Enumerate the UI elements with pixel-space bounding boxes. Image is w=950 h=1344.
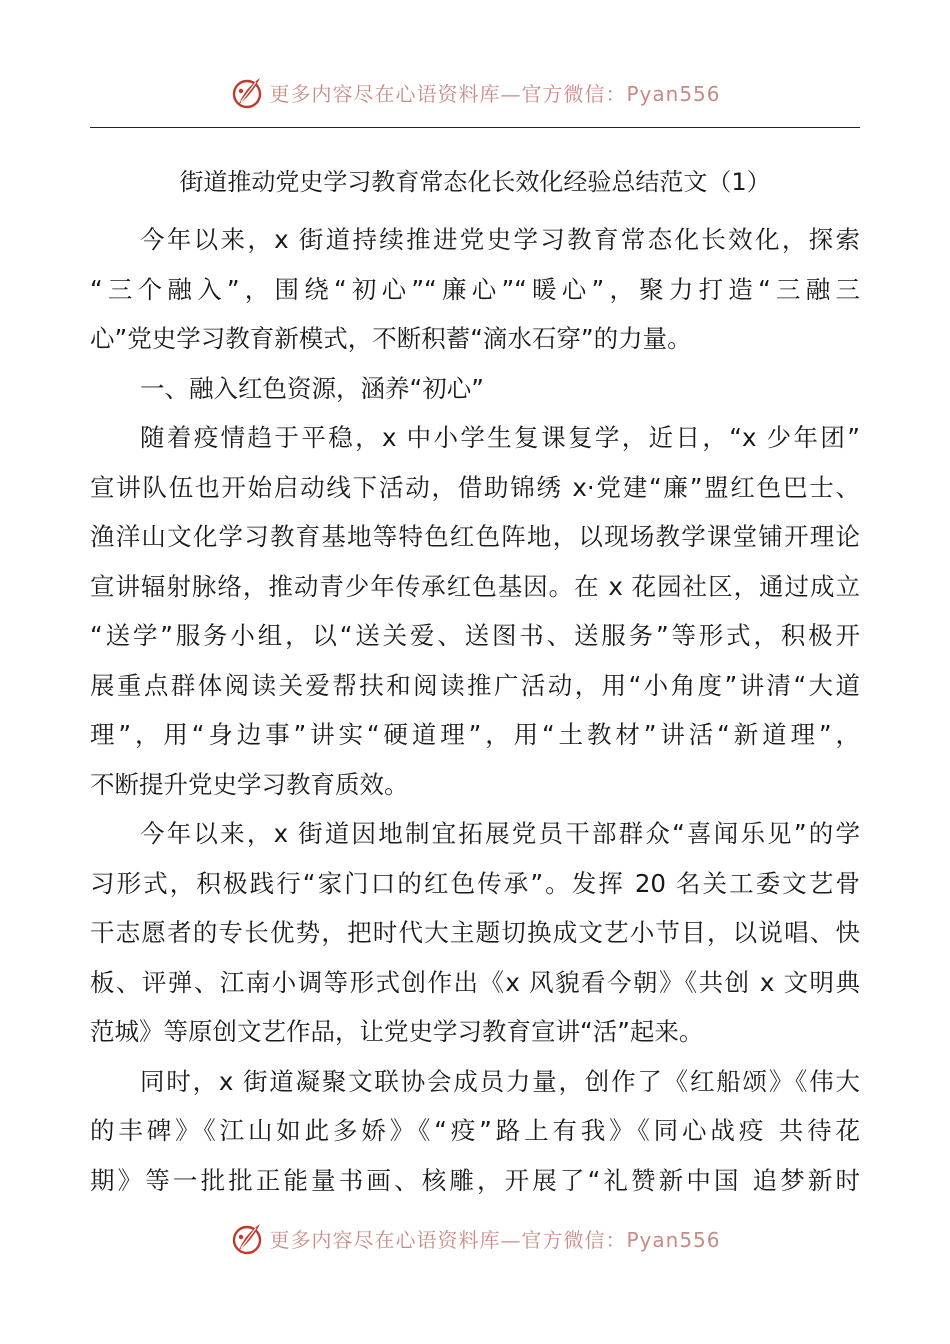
banner-wechat-id: Pyan556 [626,81,721,106]
text-line: 板、评弹、江南小调等形式创作出《x 风貌看今朝》《共创 x 文明典 [90,967,860,997]
text-line: 心”党史学习教育新模式，不断积蓄“滴水石穿”的力量。 [90,324,692,353]
text-line: 展重点群体阅读关爱帮扶和阅读推广活动，用“小角度”讲清“大道 [90,670,860,700]
banner-wechat-id: Pyan556 [626,1227,721,1252]
banner-text: 更多内容尽在心语资料库—官方微信： [269,81,627,106]
text-line: 一、融入红色资源，涵养“初心” [140,373,484,403]
text-line: 同时，x 街道凝聚文联协会成员力量，创作了《红船颂》《伟大 [140,1066,860,1096]
text-line: 宣讲辐射脉络，推动青少年传承红色基因。在 x 花园社区，通过成立 [90,571,860,601]
text-line: 习形式，积极践行“家门口的红色传承”。发挥 20 名关工委文艺骨 [90,868,860,898]
text-line: 范城》等原创文艺作品，让党史学习教育宣讲“活”起来。 [90,1017,704,1046]
text-line: 期》等一批批正能量书画、核雕，开展了“礼赞新中国 追梦新时 [90,1165,860,1195]
paragraph [90,1057,860,1206]
text-line: 今年以来，x 街道因地制宜拓展党员干部群众“喜闻乐见”的学 [140,819,860,848]
paragraph [90,413,860,809]
quill-pen-logo-icon [229,74,265,110]
text-line: 不断提升党史学习教育质效。 [90,769,409,799]
quill-pen-logo-icon [229,1220,265,1256]
text-line: 宣讲队伍也开始启动线下活动，借助锦绣 x·党建“廉”盟红色巴士、 [90,472,860,502]
document-title: 街道推动党史学习教育常态化长效化经验总结范文（1） [179,168,771,196]
paragraph [90,809,860,1057]
text-line: 的丰碑》《江山如此多娇》《“疫”路上有我》《同心战疫 共待花 [90,1116,860,1145]
banner-text: 更多内容尽在心语资料库—官方微信： [269,1227,627,1252]
text-line: “送学”服务小组，以“送关爱、送图书、送服务”等形式，积极开 [90,621,860,650]
text-line: “三个融入”，围绕“初心”“廉心”“暖心”，聚力打造“三融三 [90,274,860,304]
section-heading [90,364,860,414]
header-divider [90,127,860,128]
text-line: 理”，用“身边事”讲实“硬道理”，用“土教材”讲活“新道理”， [90,720,860,749]
text-line: 干志愿者的专长优势，把时代大主题切换成文艺小节目，以说唱、快 [90,918,860,947]
text-line: 随着疫情趋于平稳，x 中小学生复课复学，近日，“x 少年团” [140,423,860,452]
text-line: 渔洋山文化学习教育基地等特色红色阵地，以现场教学课堂铺开理论 [90,522,860,551]
document-body [90,215,860,1205]
footer-banner [0,1218,950,1258]
text-line: 今年以来，x 街道持续推进党史学习教育常态化长效化，探索 [140,225,860,254]
paragraph [90,215,860,364]
header-banner [0,72,950,112]
